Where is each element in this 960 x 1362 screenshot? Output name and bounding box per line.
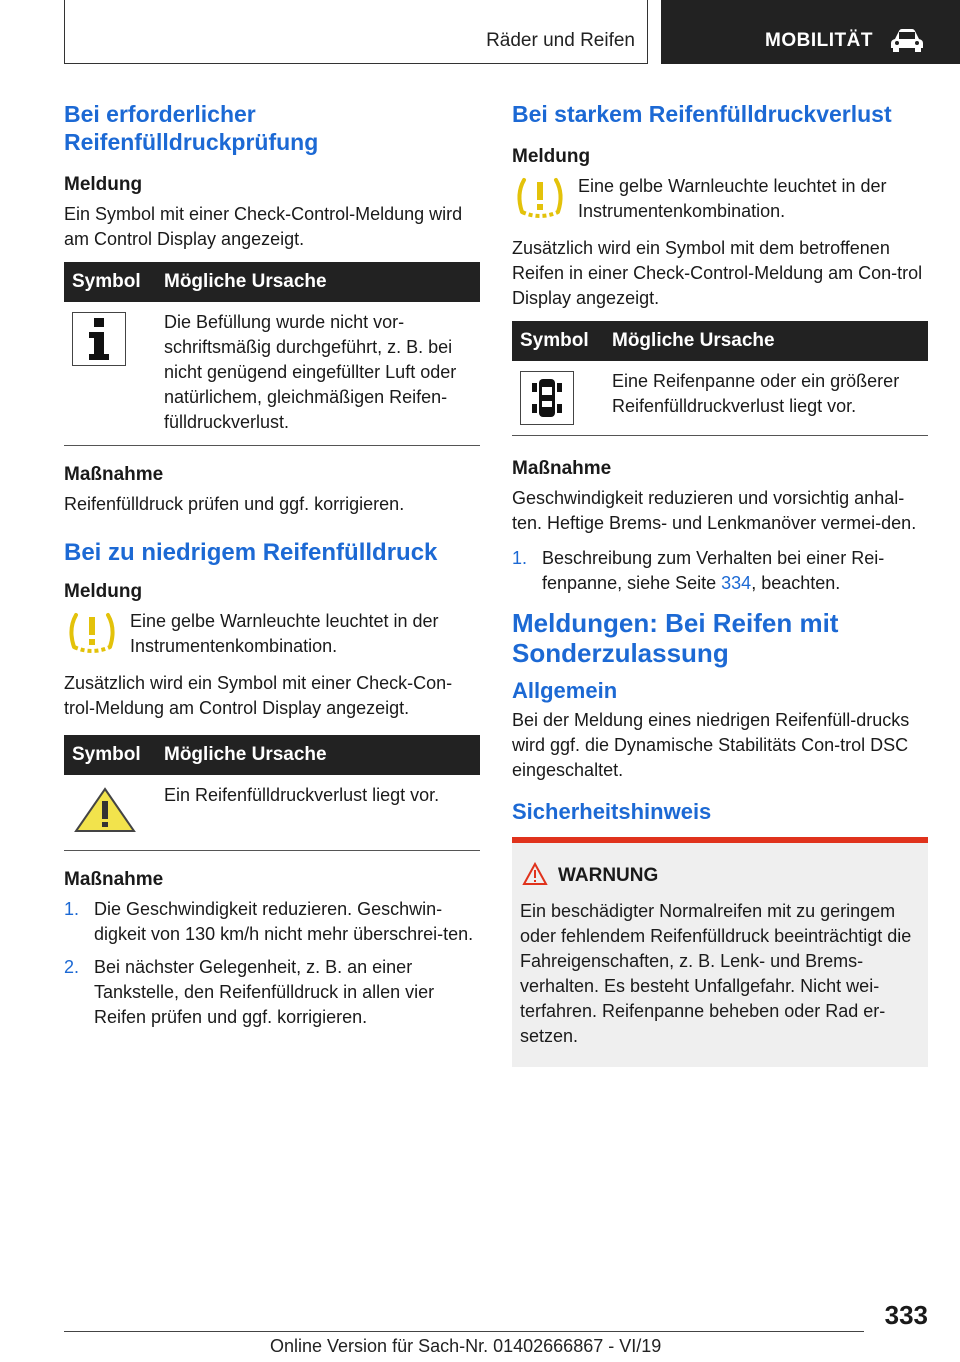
warning-light-row — [64, 609, 480, 659]
list-item: 1. Die Geschwindigkeit reduzieren. Geschwin-digkeit von 130 km/h nicht mehr überschrei-ten. — [64, 899, 474, 944]
col-header-cause: Mögliche Ursache — [156, 262, 480, 302]
meldung-label: Meldung — [64, 174, 143, 195]
heading-starker-verlust: Bei starkem Reifenfülldruckverlust — [512, 101, 892, 127]
header-section-box — [64, 0, 648, 64]
warning-light-text: Eine gelbe Warnleuchte leuchtet in der Instrumentenkombination. — [578, 176, 887, 221]
tire-pressure-warning-icon — [64, 609, 120, 657]
footer-text: Online Version für Sach-Nr. 01402666867 - VI/19 — [270, 1336, 662, 1356]
massnahme-text: Reifenfülldruck prüfen und ggf. korrigieren. — [64, 494, 405, 514]
page-link[interactable]: 334 — [721, 573, 752, 593]
heading-sonderzulassung: Meldungen: Bei Reifen mit Sonderzulassung — [512, 608, 839, 668]
header-chapter-box — [661, 0, 960, 64]
warning-text: Ein beschädigter Normalreifen mit zu geringem oder fehlendem Reifenfülldruck beeinträchtigt die Fahreigenschaften, z. B. Lenk- und Brems-verhalten. Es besteht Unfallgefahr. Nicht wei-terfahren. Reifenpanne beheben oder Rad er-setzen. — [520, 901, 912, 1046]
list-item: 2. Bei nächster Gelegenheit, z. B. an einer Tankstelle, den Reifenfülldruck in allen vier Reifen prüfen und ggf. korrigieren. — [64, 957, 435, 1027]
massnahme-text: Geschwindigkeit reduzieren und vorsichtig anhal-ten. Heftige Brems- und Lenkmanöver vermei-den. — [512, 488, 917, 533]
meldung2-text: Zusätzlich wird ein Symbol mit einer Check-Con-trol-Meldung am Control Display angezeigt. — [64, 673, 453, 718]
heading-sicherheitshinweis: Sicherheitshinweis — [512, 799, 712, 824]
massnahme-label: Maßnahme — [512, 458, 612, 479]
col-header-cause: Mögliche Ursache — [156, 735, 480, 775]
page-number: 333 — [884, 1300, 928, 1330]
heading-allgemein: Allgemein — [512, 678, 618, 703]
car-tires-icon — [520, 371, 574, 425]
warning-light-text: Eine gelbe Warnleuchte leuchtet in der Instrumentenkombination. — [130, 611, 439, 656]
col-header-cause: Mögliche Ursache — [604, 321, 928, 361]
col-header-symbol: Symbol — [512, 321, 604, 361]
steps-list — [64, 897, 480, 1030]
table-row — [64, 775, 480, 851]
tire-pressure-warning-icon — [512, 174, 568, 222]
col-header-symbol: Symbol — [64, 735, 156, 775]
warning-box — [512, 837, 928, 1067]
meldung-text: Zusätzlich wird ein Symbol mit dem betroffenen Reifen in einer Check-Control-Meldung am Con-trol Display angezeigt. — [512, 238, 923, 308]
warning-triangle-icon — [522, 862, 548, 886]
chapter-title: MOBILITÄT — [765, 30, 873, 51]
cause-text: Ein Reifenfülldruckverlust liegt vor. — [156, 775, 480, 851]
car-icon — [889, 27, 925, 53]
massnahme-label: Maßnahme — [64, 869, 164, 890]
cause-table-3 — [512, 321, 928, 436]
cause-text: Eine Reifenpanne oder ein größerer Reifenfülldruckverlust liegt vor. — [604, 361, 928, 436]
meldung-label: Meldung — [64, 581, 143, 602]
col-header-symbol: Symbol — [64, 262, 156, 302]
info-icon — [72, 312, 126, 366]
list-item: 1. Beschreibung zum Verhalten bei einer Rei-fenpanne, siehe Seite 334, beachten. — [512, 548, 885, 593]
heading-reifenfulldruckprufung: Bei erforderlicher Reifenfülldruckprüfung — [64, 101, 319, 155]
footer-divider — [64, 1331, 864, 1332]
table-row — [64, 302, 480, 446]
cause-table-1 — [64, 262, 480, 446]
table-row — [512, 361, 928, 436]
meldung-label: Meldung — [512, 146, 591, 167]
allgemein-text: Bei der Meldung eines niedrigen Reifenfüll-drucks wird ggf. die Dynamische Stabilitäts Con-trol DSC eingeschaltet. — [512, 710, 910, 780]
warning-light-row — [512, 174, 928, 224]
warning-triangle-icon — [72, 785, 138, 835]
heading-niedriger-reifenfulldruck: Bei zu niedrigem Reifenfülldruck — [64, 539, 438, 566]
steps-list — [512, 546, 928, 596]
cause-table-2 — [64, 735, 480, 851]
right-column — [512, 100, 928, 1067]
meldung-text: Ein Symbol mit einer Check-Control-Meldung wird am Control Display angezeigt. — [64, 204, 463, 249]
section-title: Räder und Reifen — [486, 30, 635, 51]
warning-title: WARNUNG — [558, 865, 659, 886]
cause-text: Die Befüllung wurde nicht vor-schriftsmäßig durchgeführt, z. B. bei nicht genügend eingefüllter Luft oder natürlichem, gleichmäßigen Reifen-fülldruckverlust. — [156, 302, 480, 446]
left-column — [64, 100, 480, 1042]
massnahme-label: Maßnahme — [64, 464, 164, 485]
